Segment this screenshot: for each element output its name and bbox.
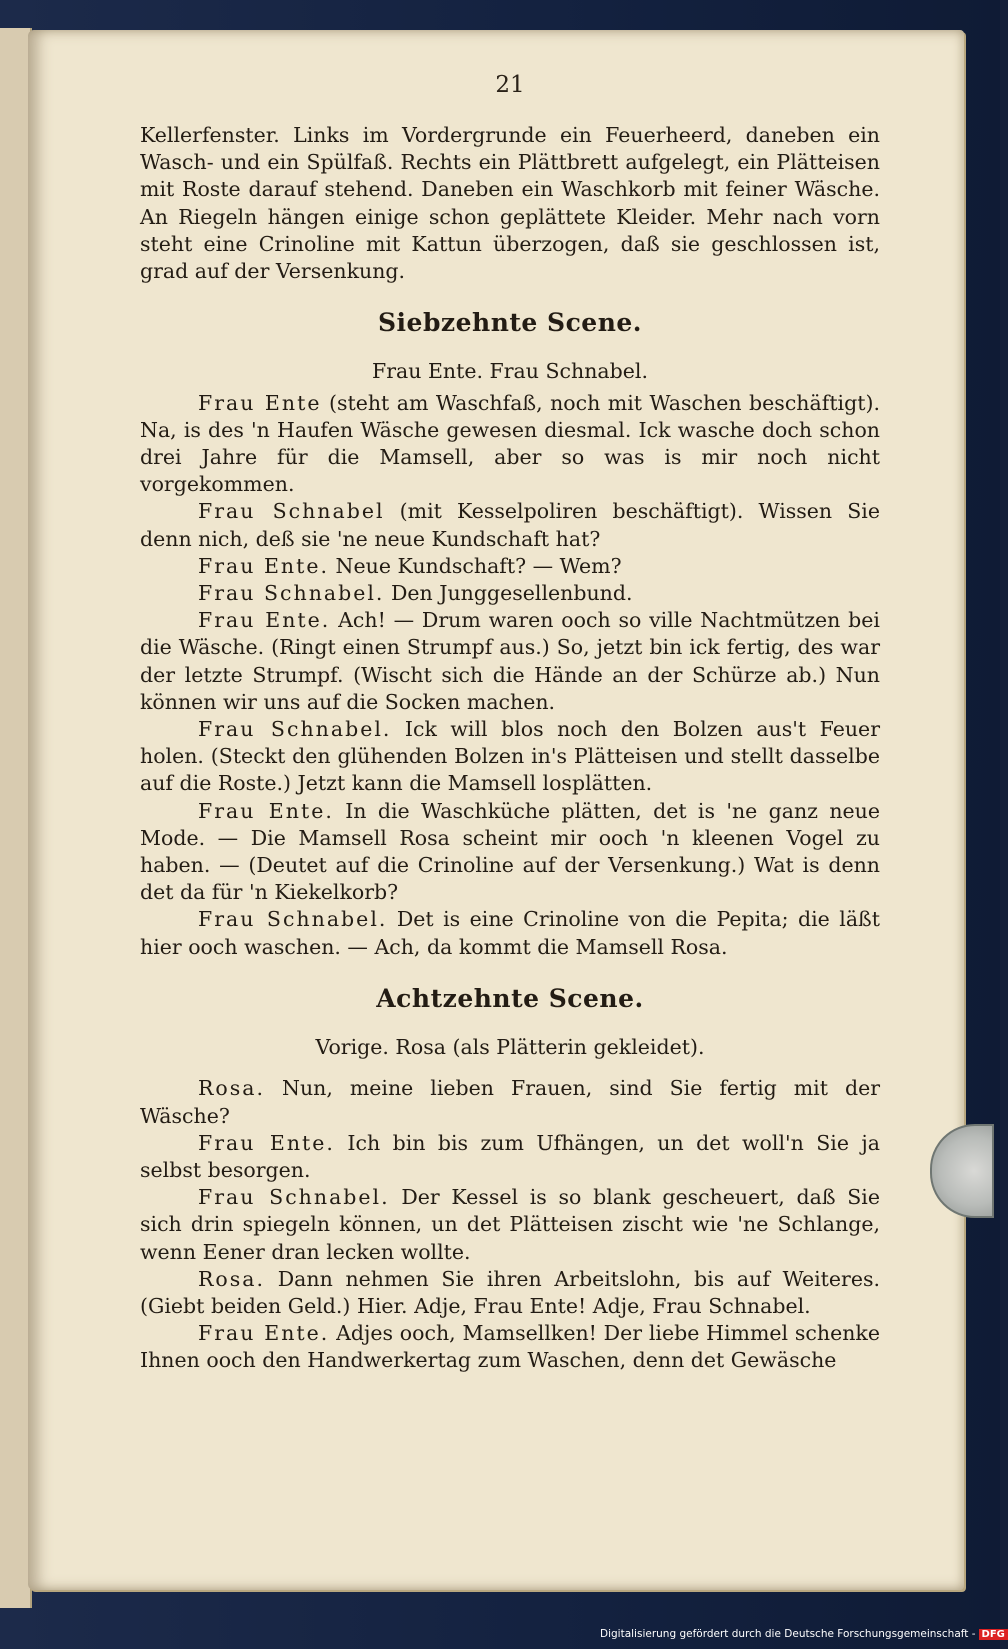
dialogue-line xyxy=(140,716,880,798)
line-text: In die Waschküche plätten, det is 'ne ganz neue Mode. — Die Mamsell Rosa scheint mir ooch 'n kleenen Vogel zu haben. — (Deutet auf die Crinoline auf der Versenkung.) Wat is denn det da für 'n Kiekelkorb? xyxy=(140,798,880,905)
dialogue-line xyxy=(140,1320,880,1374)
line-text: (mit Kesselpoliren beschäftigt). Wissen Sie denn nich, deß sie 'ne neue Kundschaft hat? xyxy=(140,499,880,551)
page-number: 21 xyxy=(495,72,525,98)
line-text: (steht am Waschfaß, noch mit Waschen beschäftigt). Na, is des 'n Haufen Wäsche gewesen diesmal. Ick wasche doch schon drei Jahre für die Mamsell, aber so was is mir noch nicht vorgekommen. xyxy=(140,390,880,497)
spacer xyxy=(140,1065,880,1075)
dialogue-line xyxy=(140,1130,880,1184)
speaker-name: Frau Ente. xyxy=(198,553,330,578)
dialogue-line xyxy=(140,498,880,552)
speaker-name: Frau Schnabel xyxy=(198,499,385,524)
dfg-logo: DFG xyxy=(979,1629,1008,1640)
dialogue-line xyxy=(140,607,880,716)
scene-18-title: Achtzehnte Scene. xyxy=(376,983,644,1013)
line-text: Neue Kundschaft? — Wem? xyxy=(329,553,622,578)
speaker-name: Frau Schnabel. xyxy=(198,581,385,606)
dialogue-line xyxy=(140,798,880,907)
dialogue-line xyxy=(140,1184,880,1266)
speaker-name: Frau Schnabel. xyxy=(198,717,392,742)
line-text: Adjes ooch, Mamsellken! Der liebe Himmel schenke Ihnen ooch den Handwerkertag zum Waschen, denn det Gewäsche xyxy=(140,1321,880,1373)
scene-18-cast: Vorige. Rosa (als Plätterin gekleidet). xyxy=(315,1035,705,1060)
page-text xyxy=(140,122,880,1375)
speaker-name: Frau Schnabel. xyxy=(198,907,388,932)
line-text: Det is eine Crinoline von die Pepita; die läßt hier ooch waschen. — Ach, da kommt die Mamsell Rosa. xyxy=(140,907,880,959)
dialogue-line xyxy=(140,1075,880,1129)
dialogue-line xyxy=(140,553,880,580)
speaker-name: Rosa. xyxy=(198,1266,266,1291)
line-text: Der Kessel is so blank gescheuert, daß Sie sich drin spiegeln können, un det Plätteisen zischt wie 'ne Schlange, wenn Eener dran lecken wollte. xyxy=(140,1185,880,1264)
speaker-name: Frau Ente. xyxy=(198,1321,330,1346)
speaker-name: Frau Ente. xyxy=(198,1130,335,1155)
speaker-name: Frau Ente. xyxy=(198,798,334,823)
digitization-credit xyxy=(600,1628,1005,1640)
line-text: Ich bin bis zum Ufhängen, un det woll'n Sie ja selbst besorgen. xyxy=(140,1130,880,1182)
speaker-name: Frau Ente. xyxy=(198,608,331,633)
speaker-name: Rosa. xyxy=(198,1076,266,1101)
line-text: Dann nehmen Sie ihren Arbeitslohn, bis auf Weiteres. (Giebt beiden Geld.) Hier. Adje, Frau Ente! Adje, Frau Schnabel. xyxy=(140,1266,880,1318)
line-text: Ach! — Drum waren ooch so ville Nachtmützen bei die Wäsche. (Ringt einen Strumpf aus.) So, jetzt bin ick fertig, des war der letzte Strumpf. (Wischt sich die Hände an der Schürze ab.) Nun können wir uns auf die Socken machen. xyxy=(140,608,880,714)
scene-17-cast: Frau Ente. Frau Schnabel. xyxy=(372,359,648,384)
dialogue-line xyxy=(140,1266,880,1320)
line-text: Den Junggesellenbund. xyxy=(384,581,633,606)
speaker-name: Frau Schnabel. xyxy=(198,1185,390,1210)
credit-text: Digitalisierung gefördert durch die Deutsche Forschungsgemeinschaft - xyxy=(600,1628,976,1640)
scene-17-title: Siebzehnte Scene. xyxy=(377,308,643,338)
speaker-name: Frau Ente xyxy=(198,390,322,415)
dialogue-line xyxy=(140,390,880,499)
stage-directions: Kellerfenster. Links im Vordergrunde ein Feuerheerd, daneben ein Wasch- und ein Spülfaß. Rechts ein Plättbrett aufgelegt, ein Plätteisen mit Roste darauf stehend. Daneben ein Waschkorb mit feiner Wäsche. An Riegeln hängen einige schon geplättete Kleider. Mehr nach vorn steht eine Crinoline mit Kattun überzogen, daß sie geschlossen ist, grad auf der Versenkung. xyxy=(140,123,880,284)
dialogue-line xyxy=(140,580,880,607)
line-text: Nun, meine lieben Frauen, sind Sie fertig mit der Wäsche? xyxy=(140,1076,880,1128)
dialogue-line xyxy=(140,906,880,960)
line-text: Ick will blos noch den Bolzen aus't Feuer holen. (Steckt den glühenden Bolzen in's Plätteisen und stellt dasselbe auf die Roste.) Jetzt kann die Mamsell losplätten. xyxy=(140,717,880,796)
